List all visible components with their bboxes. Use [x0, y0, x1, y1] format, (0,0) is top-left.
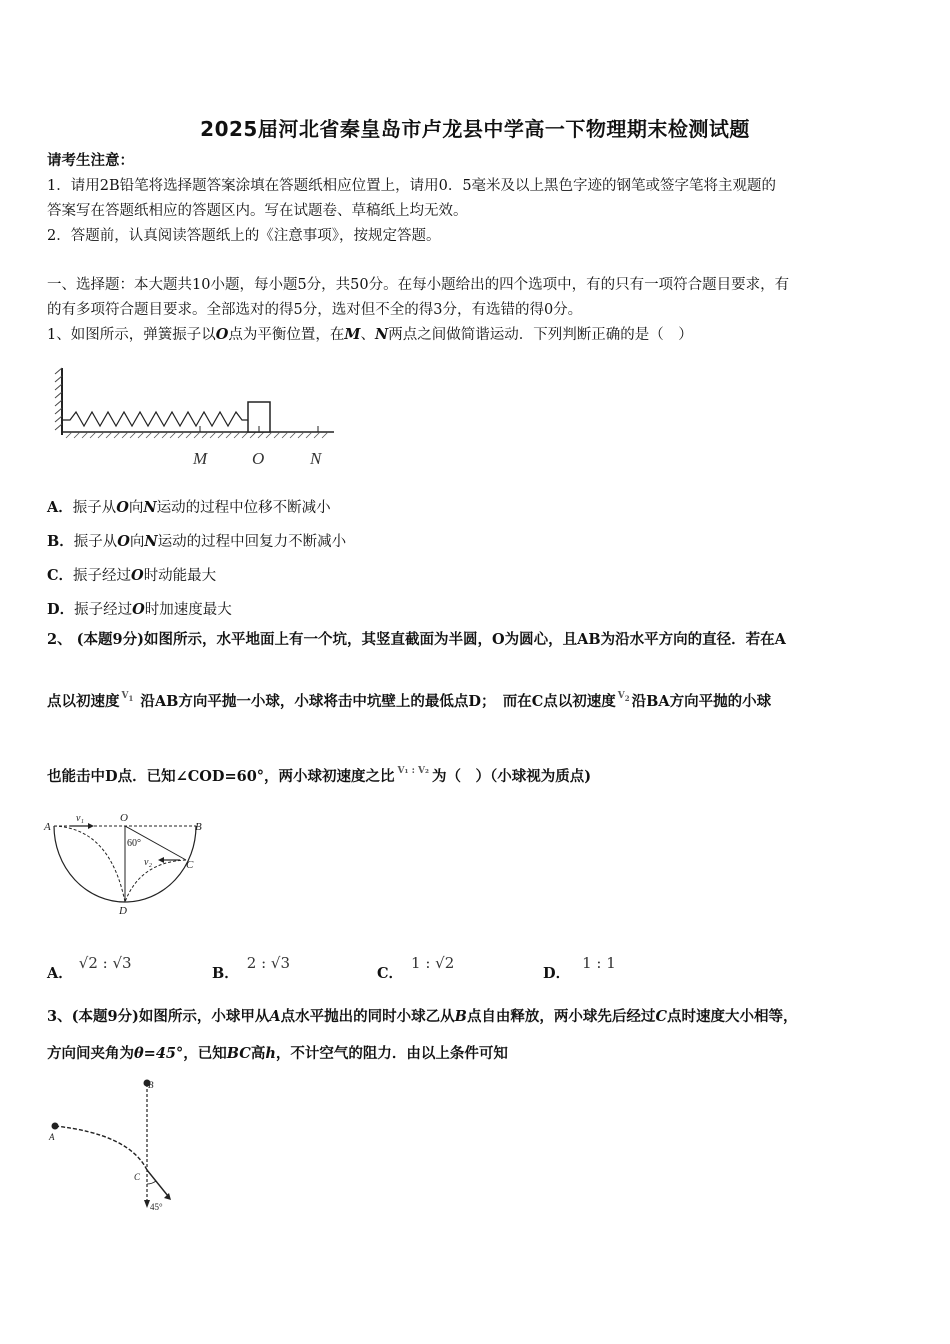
question-3-stem: 3、(本题9分)如图所示，小球甲从A点水平抛出的同时小球乙从B点自由释放，两小球先后经过C点时速度大小相等，	[47, 1008, 798, 1025]
option-c[interactable]: C．1 : √2	[377, 954, 455, 982]
label-m: M	[193, 449, 208, 468]
angle-label: 60°	[127, 838, 141, 849]
label-a: A	[49, 1132, 55, 1142]
question-2-stem: 2、 (本题9分)如图所示，水平地面上有一个坑，其竖直截面为半圆，O为圆心，且AB为沿水平方向的直径．若在A	[47, 631, 786, 648]
projectile-figure	[44, 1072, 194, 1218]
option-d[interactable]: D．1 : 1	[543, 954, 616, 982]
section-instructions: 的有多项符合题目要求。全部选对的得5分，选对但不全的得3分，有选错的得0分。	[47, 302, 583, 318]
option-a[interactable]: A．振子从O向N运动的过程中位移不断减小	[47, 499, 331, 516]
option-c[interactable]: C．振子经过O时动能最大	[47, 567, 217, 584]
question-1-stem: 1、如图所示，弹簧振子以O点为平衡位置，在M、N两点之间做简谐运动．下列判断正确的是（ ）	[47, 326, 693, 343]
label-o: O	[120, 812, 128, 824]
option-b[interactable]: B．2 : √3	[212, 954, 291, 982]
spring-oscillator-figure	[52, 360, 342, 470]
label-v1: v₁	[76, 813, 84, 824]
label-o: O	[252, 449, 265, 468]
semicircle-pit-figure	[40, 808, 210, 918]
question-2-stem-line2: 点以初速度 $^{V_1}$ 沿AB方向平抛一小球，小球将击中坑壁上的最低点D； 而在C点以初速度 $^{V_2}$ 沿BA方向平抛的小球	[47, 691, 772, 710]
label-c: C	[134, 1172, 141, 1182]
label-n: N	[310, 449, 322, 468]
label-a: A	[44, 821, 51, 833]
section-instructions: 一、选择题：本大题共10小题，每小题5分，共50分。在每小题给出的四个选项中，有的只有一项符合题目要求，有	[47, 277, 790, 293]
option-d[interactable]: D．振子经过O时加速度最大	[47, 601, 232, 618]
notice-line: 2．答题前，认真阅读答题纸上的《注意事项》，按规定答题。	[47, 228, 441, 244]
notice-line: 答案写在答题纸相应的答题区内。写在试题卷、草稿纸上均无效。	[47, 203, 468, 219]
page-title: 2025届河北省秦皇岛市卢龙县中学高一下物理期末检测试题	[200, 117, 750, 141]
notice-heading: 请考生注意：	[47, 152, 134, 169]
angle-label: 45°	[150, 1202, 163, 1212]
notice-line: 1．请用2B铅笔将选择题答案涂填在答题纸相应位置上，请用0．5毫米及以上黑色字迹的钢笔或签字笔将主观题的	[47, 178, 777, 194]
label-v2: v₂	[144, 857, 152, 868]
label-b: B	[148, 1080, 154, 1090]
label-b: B	[195, 821, 202, 833]
label-d: D	[119, 905, 127, 917]
label-c: C	[186, 859, 194, 871]
question-3-stem-line2: 方向间夹角为θ=45°，已知BC高h，不计空气的阻力．由以上条件可知	[47, 1045, 508, 1062]
question-2-stem-line3: 也能击中D点．已知∠COD=60°，两小球初速度之比 $^{V_1 : V_2}$ 为（ ）（小球视为质点)	[47, 766, 592, 785]
option-b[interactable]: B．振子从O向N运动的过程中回复力不断减小	[47, 533, 347, 550]
option-a[interactable]: A．√2 : √3	[47, 954, 132, 982]
